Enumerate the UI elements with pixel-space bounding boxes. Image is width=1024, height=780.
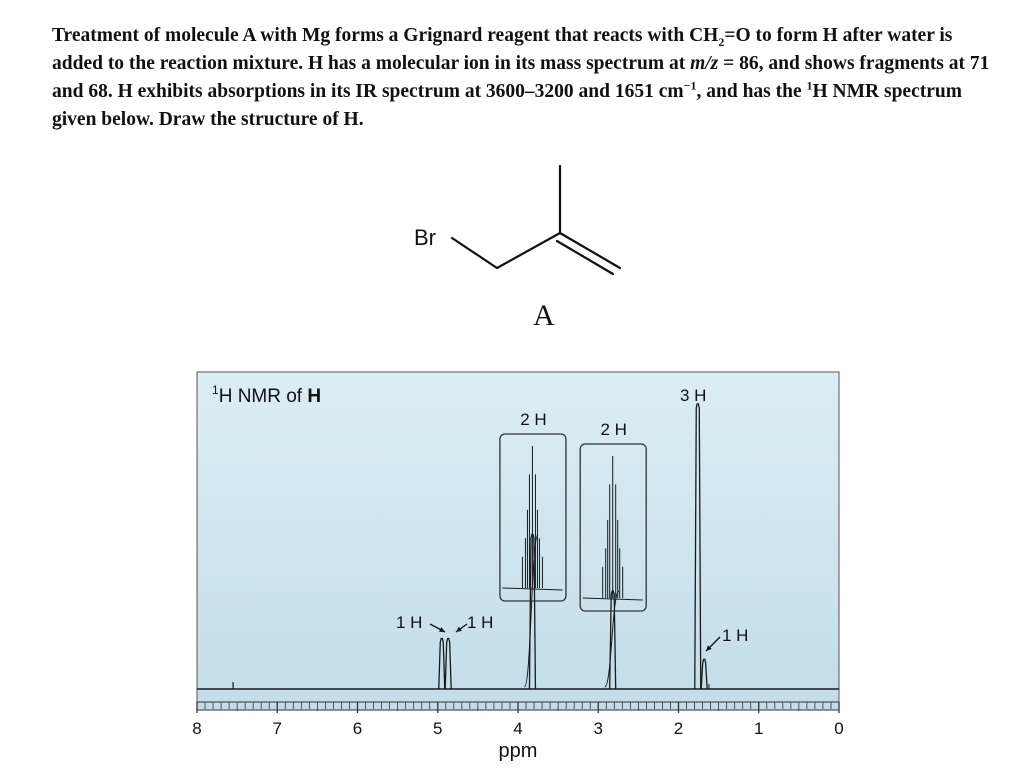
question-superscript: 1 bbox=[806, 78, 813, 93]
question-part: H NMR spectrum given below. Draw the structure of H. bbox=[52, 81, 962, 130]
question-mz: m/z bbox=[690, 53, 719, 74]
question-part: Treatment of molecule A with Mg forms a Grignard reagent that reacts with CH bbox=[52, 25, 719, 46]
chart-title-bold: H bbox=[307, 386, 322, 407]
x-tick-label: 5 bbox=[433, 719, 443, 738]
chart-title bbox=[212, 383, 321, 407]
plot-area bbox=[197, 372, 839, 710]
x-axis-label: ppm bbox=[498, 740, 538, 762]
peak-integration-label: 3 H bbox=[680, 386, 707, 405]
question-subscript: 2 bbox=[718, 34, 725, 49]
question-part: = 86, and shows fragments at 71 and 68. H exhibits absorptions in its IR spectrum at 3600–3200 and 1651 cm bbox=[52, 53, 990, 102]
x-tick-label: 6 bbox=[352, 719, 363, 738]
inset-integration-label: 2 H bbox=[600, 420, 627, 439]
question-part: , and has the bbox=[696, 81, 807, 102]
question-part: =O to form H after water is added to the reaction mixture. H has a molecular ion in its mass spectrum at bbox=[52, 25, 953, 74]
x-tick-label: 4 bbox=[513, 719, 523, 738]
x-tick-label: 7 bbox=[272, 719, 282, 738]
peak-integration-label: 1 H bbox=[722, 626, 749, 645]
x-tick-label: 0 bbox=[834, 719, 844, 738]
chart-title-prefix: H NMR of bbox=[218, 386, 308, 407]
molecule-name: A bbox=[533, 299, 555, 332]
inset-integration-label: 2 H bbox=[520, 410, 547, 429]
peak-integration-label: 1 H bbox=[467, 613, 494, 632]
atom-label-br: Br bbox=[414, 225, 436, 250]
x-tick-label: 2 bbox=[673, 719, 684, 738]
chart-title-sup: 1 bbox=[212, 383, 219, 397]
x-tick-label: 8 bbox=[192, 719, 202, 738]
x-tick-label: 3 bbox=[593, 719, 603, 738]
x-tick-label: 1 bbox=[754, 719, 764, 738]
peak-integration-label: 1 H bbox=[396, 613, 423, 632]
question-superscript: −1 bbox=[683, 78, 697, 93]
